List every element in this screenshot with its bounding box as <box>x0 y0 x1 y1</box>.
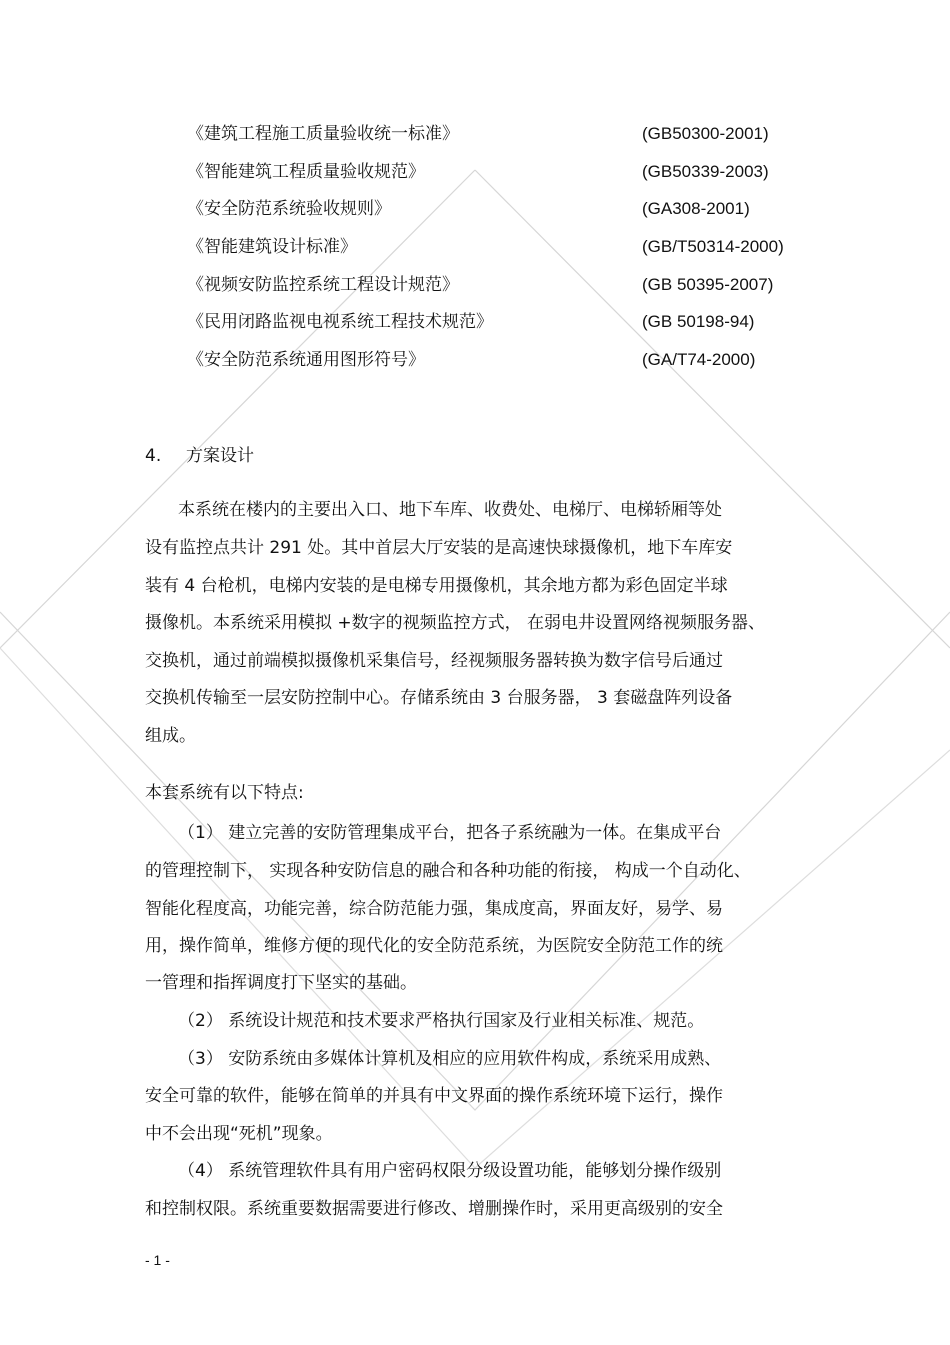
standard-name: 《智能建筑工程质量验收规范》 <box>187 162 425 182</box>
standard-code: (GB50300-2001) <box>642 124 769 143</box>
feature-line: （4） 系统管理软件具有用户密码权限分级设置功能，能够划分操作级别 <box>178 1161 722 1181</box>
paragraph-line: 设有监控点共计 291 处。其中首层大厅安装的是高速快球摄像机，地下车库安 <box>145 538 733 558</box>
paragraph-line: 组成。 <box>145 726 196 746</box>
standard-row <box>0 234 950 260</box>
features-intro: 本套系统有以下特点: <box>145 783 304 803</box>
standard-code: (GA308-2001) <box>642 199 750 218</box>
standard-row <box>0 309 950 335</box>
paragraph-line: 交换机，通过前端模拟摄像机采集信号，经视频服务器转换为数字信号后通过 <box>145 651 723 671</box>
feature-line: 的管理控制下， 实现各种安防信息的融合和各种功能的衔接， 构成一个自动化、 <box>145 861 751 881</box>
paragraph-line: 本系统在楼内的主要出入口、地下车库、收费处、电梯厅、电梯轿厢等处 <box>178 500 722 520</box>
feature-line: 和控制权限。系统重要数据需要进行修改、增删操作时，采用更高级别的安全 <box>145 1199 723 1219</box>
standard-code: (GB 50198-94) <box>642 312 755 331</box>
section-title: 方案设计 <box>186 446 255 466</box>
feature-line: （2） 系统设计规范和技术要求严格执行国家及行业相关标准、规范。 <box>178 1011 705 1031</box>
standard-code: (GA/T74-2000) <box>642 350 756 369</box>
standard-name: 《安全防范系统验收规则》 <box>187 199 391 219</box>
feature-line: 安全可靠的软件，能够在简单的并具有中文界面的操作系统环境下运行，操作 <box>145 1086 723 1106</box>
paragraph-line: 装有 4 台枪机，电梯内安装的是电梯专用摄像机，其余地方都为彩色固定半球 <box>145 576 728 596</box>
standard-row <box>0 347 950 373</box>
standard-code: (GB 50395-2007) <box>642 275 774 294</box>
standard-row <box>0 159 950 185</box>
standard-name: 《安全防范系统通用图形符号》 <box>187 350 425 370</box>
standard-row <box>0 272 950 298</box>
feature-line: 一管理和指挥调度打下坚实的基础。 <box>145 973 417 993</box>
standard-name: 《智能建筑设计标准》 <box>187 237 357 257</box>
page-number: - 1 - <box>145 1252 170 1268</box>
feature-line: （3） 安防系统由多媒体计算机及相应的应用软件构成，系统采用成熟、 <box>178 1049 722 1069</box>
section-number: 4. <box>145 446 162 466</box>
feature-line: 用，操作简单，维修方便的现代化的安全防范系统，为医院安全防范工作的统 <box>145 936 723 956</box>
standard-code: (GB50339-2003) <box>642 162 769 181</box>
standard-name: 《建筑工程施工质量验收统一标准》 <box>187 124 459 144</box>
paragraph-line: 摄像机。本系统采用模拟 +数字的视频监控方式， 在弱电井设置网络视频服务器、 <box>145 613 766 633</box>
paragraph-line: 交换机传输至一层安防控制中心。存储系统由 3 台服务器， 3 套磁盘阵列设备 <box>145 688 733 708</box>
standard-row <box>0 196 950 222</box>
feature-line: 智能化程度高，功能完善，综合防范能力强，集成度高，界面友好，易学、易 <box>145 899 723 919</box>
standard-name: 《民用闭路监视电视系统工程技术规范》 <box>187 312 493 332</box>
section-heading <box>145 443 254 469</box>
feature-line: 中不会出现“死机”现象。 <box>145 1124 333 1144</box>
standard-name: 《视频安防监控系统工程设计规范》 <box>187 275 459 295</box>
feature-line: （1） 建立完善的安防管理集成平台，把各子系统融为一体。在集成平台 <box>178 823 722 843</box>
standard-row <box>0 121 950 147</box>
standard-code: (GB/T50314-2000) <box>642 237 784 256</box>
